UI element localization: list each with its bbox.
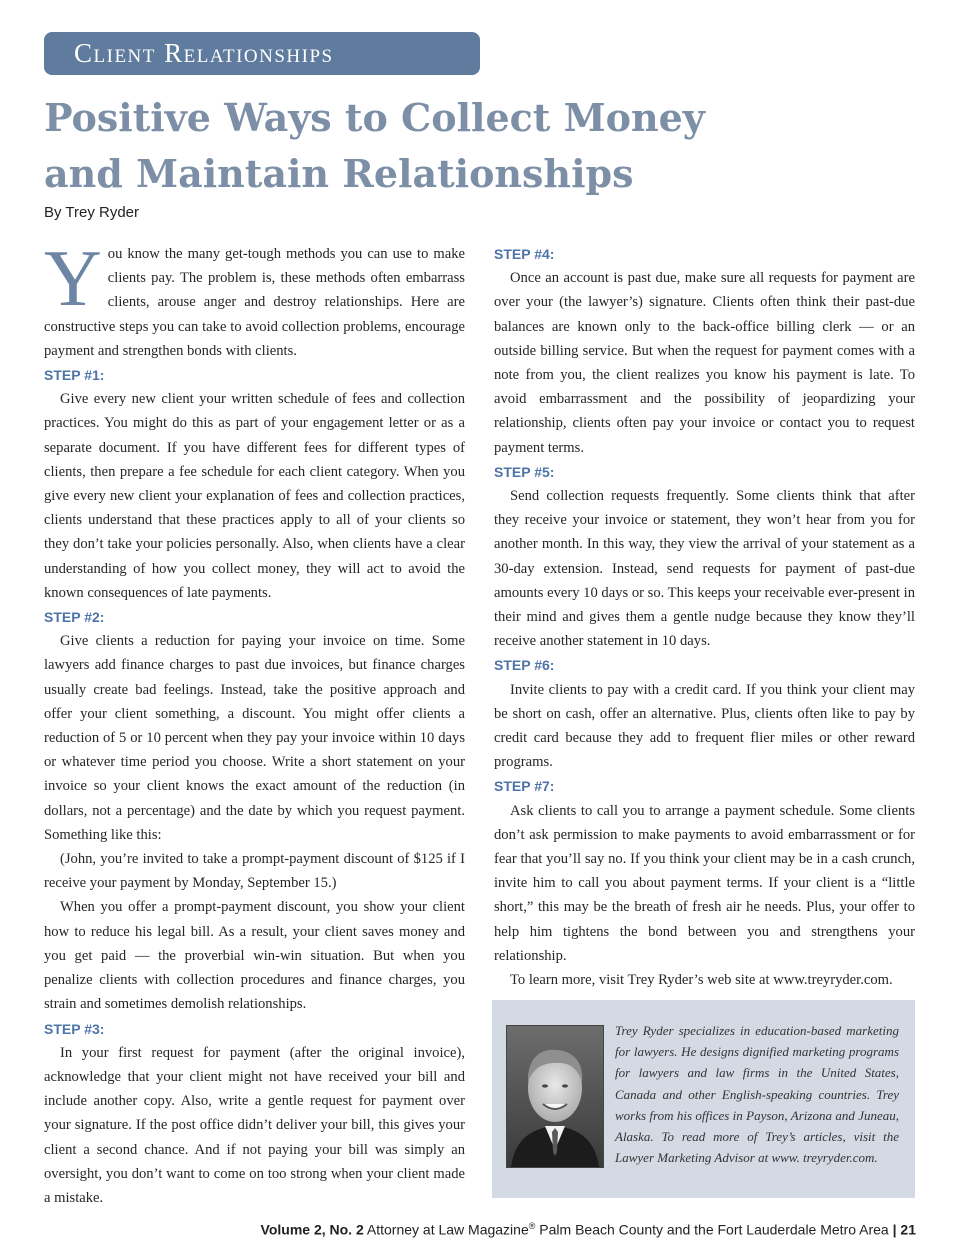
- author-photo: [506, 1025, 604, 1168]
- step-5-label: STEP #5:: [494, 463, 555, 480]
- step-2-paragraph: Give clients a reduction for paying your invoice on time. Some lawyers add finance charges to past due invoices, but finance charges usually create bad feelings. Instead, take the positive approach and offer your client something, a discount. You might offer clients a reduction of 5 or 10 percent when they pay your invoice within 10 days or whatever time period you choose. Write a short statement on your invoice so your client knows the exact amount of the reduction (in dollars, not a percentage) and the date by which you request payment. Something like this:: [44, 633, 465, 843]
- step-6-paragraph: Invite clients to pay with a credit card. If you think your client may be short on cash, offer an alternative. Plus, clients often like to pay by credit card because they add to frequent flier miles or other reward programs.: [494, 681, 915, 771]
- footer-separator: |: [892, 1221, 897, 1238]
- right-column: [494, 242, 915, 992]
- step-7-label: STEP #7:: [494, 778, 555, 795]
- step-2-label: STEP #2:: [44, 609, 105, 626]
- author-bio-text: Trey Ryder specializes in education-based marketing for lawyers. He designs dignified marketing programs for lawyers and law firms in the United States, Canada and other English-speaking countries. Trey works from his offices in Payson, Arizona and Juneau, Alaska. To read more of Trey’s articles, visit the Lawyer Marketing Advisor at www. treyryder.com.: [615, 1023, 899, 1166]
- author-bio-box: [492, 1000, 915, 1198]
- step-6-label: STEP #6:: [494, 657, 555, 674]
- byline: By Trey Ryder: [44, 204, 140, 221]
- page-number: 21: [900, 1221, 916, 1238]
- step-1-paragraph: Give every new client your written schedule of fees and collection practices. You might do this as part of your engagement letter or as a separate document. If you have different fees for different types of clients, then prepare a fee schedule for each client category. When you give every new client your explanation of fees and collection practices, clients understand that these practices apply to all of your clients so they don’t take your policies personally. Also, when clients have a clear understanding of how you collect money, they will act to avoid the known consequences of late payments.: [44, 391, 465, 601]
- registered-mark: ®: [528, 1221, 536, 1231]
- step-3-label: STEP #3:: [44, 1020, 105, 1037]
- step-2-paragraph: When you offer a prompt-payment discount, you show your client how to reduce his legal bill. As a result, your client saves money and you get paid — the proverbial win-win situation. But when you penalize clients with collection procedures and finance charges, you strain and sometimes demolish relationships.: [44, 899, 465, 1013]
- step-3-paragraph: In your first request for payment (after the original invoice), acknowledge that your client might not have received your bill and include another copy. Also, write a gentle request for payment over your signature. If the post office didn’t deliver your bill, this gives your client a second chance. And if not paying your bill was simply an oversight, you don’t want to come on too strong when your client made a mistake.: [44, 1044, 465, 1206]
- section-tab: Client Relationships: [44, 32, 480, 75]
- drop-cap: Y: [44, 235, 102, 323]
- footer-region: Palm Beach County and the Fort Lauderdale Metro Area: [539, 1221, 889, 1238]
- left-column: [44, 235, 465, 1210]
- step-4-paragraph: Once an account is past due, make sure all requests for payment are over your (the lawyer’s) signature. Clients often think their past-due balances are known only to the back-office billing clerk — or an outside billing service. But when the request for payment comes with a note from you, the client realizes you know his payment is late. To avoid embarrassment and the possibility of jeopardizing your relationship, clients often pay your invoice or contact you to request payment terms.: [494, 270, 915, 456]
- learn-more-paragraph: To learn more, visit Trey Ryder’s web site at www.treyryder.com.: [510, 972, 893, 989]
- intro-text: ou know the many get-tough methods you can use to make clients pay. The problem is, these methods often embarrass clients, arouse anger and destroy relationships. Here are constructive steps you can take to avoid collection problems, encourage payment and strengthen bonds with clients.: [44, 246, 465, 359]
- step-4-label: STEP #4:: [494, 246, 555, 262]
- article-headline: Positive Ways to Collect Money and Maintain Relationships: [44, 95, 705, 196]
- page-footer: [261, 1221, 916, 1238]
- step-7-paragraph: Ask clients to call you to arrange a payment schedule. Some clients don’t ask permission to make payments to avoid embarrassment or for fear that you’ll say no. If you think your client may be in a cash crunch, invite him to call you about payment terms. If your client is a “little short,” this may be the breath of fresh air he needs. Plus, your offer to help him tightens the bond between you and strengthens your relationship.: [494, 802, 915, 964]
- step-1-label: STEP #1:: [44, 367, 105, 384]
- intro-paragraph: [44, 235, 465, 363]
- footer-volume: Volume 2, No. 2: [260, 1221, 364, 1238]
- step-2-example: (John, you’re invited to take a prompt-payment discount of $125 if I receive your payment by Monday, September 15.): [44, 851, 465, 892]
- step-5-paragraph: Send collection requests frequently. Some clients think that after they receive your invoice or statement, they won’t hear from you for another month. In this way, they view the arrival of your statement as a 30-day extension. Instead, send requests for payment of past-due amounts every 10 days or so. This keeps your receivable ever-present in their mind and gives them a gentle nudge because they know they’ll receive another statement in 10 days.: [494, 488, 915, 650]
- footer-publication: Attorney at Law Magazine: [366, 1221, 529, 1238]
